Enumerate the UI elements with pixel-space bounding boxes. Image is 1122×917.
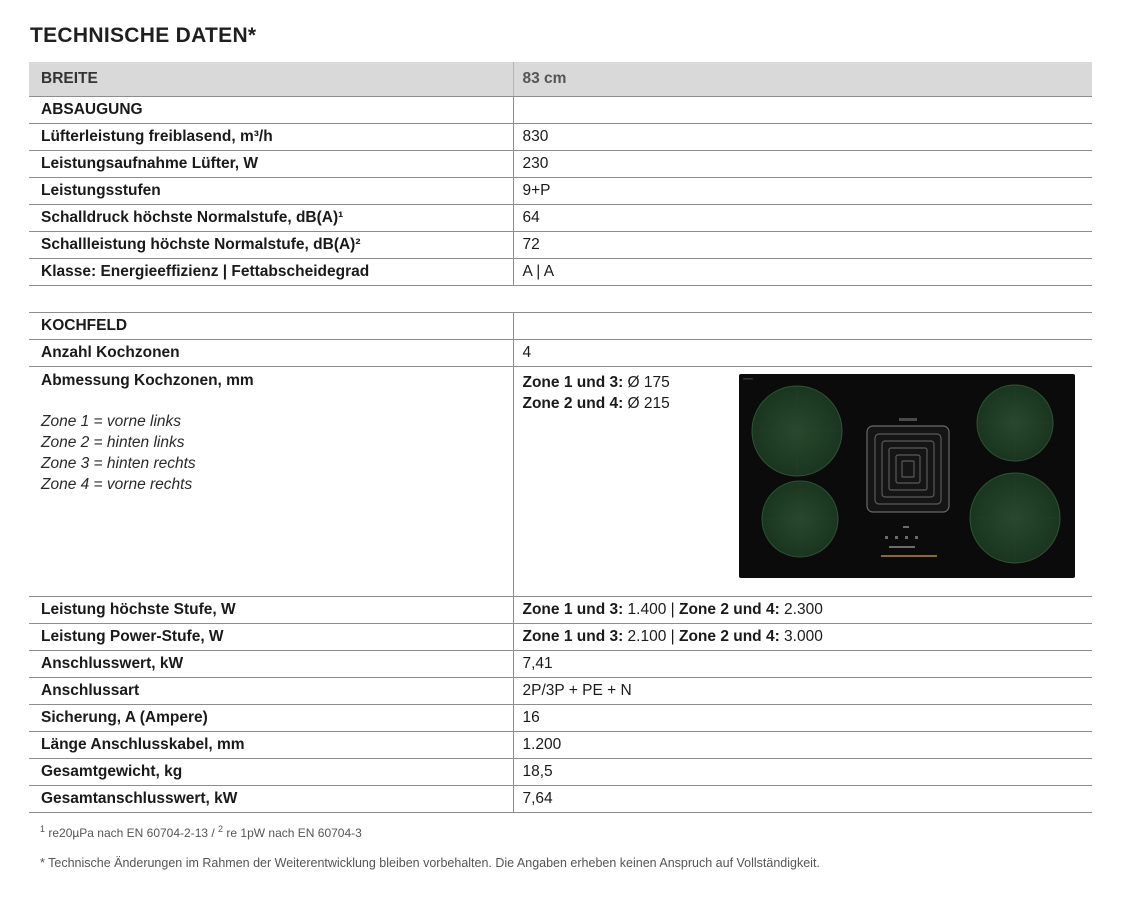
row-value: 1.200 (513, 732, 1092, 759)
spec-table (29, 62, 1092, 813)
zone-legend-item: Zone 1 = vorne links (41, 413, 182, 430)
row-value: A | A (513, 259, 1092, 286)
row-value: 9+P (513, 178, 1092, 205)
row-value: 830 (513, 124, 1092, 151)
row-label: Gesamtgewicht, kg (29, 759, 513, 786)
table-row (29, 151, 1092, 178)
row-value: Zone 1 und 3: 2.100 | Zone 2 und 4: 3.000 (513, 624, 1092, 651)
table-row (29, 786, 1092, 813)
table-row (29, 124, 1092, 151)
row-label: Anschlussart (29, 678, 513, 705)
footnote-disclaimer: * Technische Änderungen im Rahmen der Weiterentwicklung bleiben vorbehalten. Die Angaben erheben keinen Anspruch auf Vollständigkeit. (40, 856, 820, 870)
row-value: Zone 1 und 3: 1.400 | Zone 2 und 4: 2.300 (513, 597, 1092, 624)
page-title: TECHNISCHE DATEN* (30, 24, 257, 47)
table-row (29, 259, 1092, 286)
row-value: 7,64 (513, 786, 1092, 813)
row-label: Abmessung Kochzonen, mm (41, 372, 254, 389)
zone-legend-item: Zone 4 = vorne rechts (41, 476, 193, 493)
section-heading-kochfeld: KOCHFELD (29, 313, 513, 340)
row-value: 16 (513, 705, 1092, 732)
header-value: 83 cm (513, 62, 1092, 97)
table-row (29, 597, 1092, 624)
empty-cell (513, 97, 1092, 124)
section-heading-absaugung: ABSAUGUNG (29, 97, 513, 124)
zone-key: Zone 1 und 3: (522, 374, 624, 391)
header-label: BREITE (29, 62, 513, 97)
zone-legend-item: Zone 2 = hinten links (41, 434, 185, 451)
row-value: 72 (513, 232, 1092, 259)
row-label: Anzahl Kochzonen (29, 340, 513, 367)
table-row (29, 678, 1092, 705)
spacer-row (29, 286, 1092, 313)
row-label: Leistung höchste Stufe, W (29, 597, 513, 624)
zone-value: Ø 215 (623, 395, 670, 412)
table-row (29, 705, 1092, 732)
row-value: 7,41 (513, 651, 1092, 678)
row-label: Leistung Power-Stufe, W (29, 624, 513, 651)
row-label: Leistungsstufen (29, 178, 513, 205)
row-label: Gesamtanschlusswert, kW (29, 786, 513, 813)
section-heading-row (29, 313, 1092, 340)
induction-hob-image (739, 374, 1075, 578)
section-heading-row (29, 97, 1092, 124)
table-row (29, 732, 1092, 759)
footnote-measurement: $^1$ re20µPa nach EN 60704-2-13 / $^2$ re 1pW nach EN 60704-3 (40, 824, 362, 840)
empty-cell (513, 313, 1092, 340)
row-value: 64 (513, 205, 1092, 232)
row-label: Klasse: Energieeffizienz | Fettabscheidegrad (29, 259, 513, 286)
brand-logo-mark (899, 418, 917, 421)
table-header-row (29, 62, 1092, 97)
row-value: 2P/3P + PE + N (513, 678, 1092, 705)
zone-legend (41, 411, 513, 495)
table-row (29, 178, 1092, 205)
row-label: Schalldruck höchste Normalstufe, dB(A)¹ (29, 205, 513, 232)
row-value: 18,5 (513, 759, 1092, 786)
row-label: Anschlusswert, kW (29, 651, 513, 678)
downdraft-vent-grille (867, 426, 949, 512)
table-row (29, 624, 1092, 651)
table-row (29, 205, 1092, 232)
table-row (29, 232, 1092, 259)
table-row (29, 759, 1092, 786)
row-label: Leistungsaufnahme Lüfter, W (29, 151, 513, 178)
row-label: Lüfterleistung freiblasend, m³/h (29, 124, 513, 151)
row-label: Länge Anschlusskabel, mm (29, 732, 513, 759)
row-value: 230 (513, 151, 1092, 178)
row-label: Sicherung, A (Ampere) (29, 705, 513, 732)
row-value: 4 (513, 340, 1092, 367)
zone-legend-item: Zone 3 = hinten rechts (41, 455, 196, 472)
row-label: Schallleistung höchste Normalstufe, dB(A)² (29, 232, 513, 259)
table-row-dimensions (29, 367, 1092, 597)
table-row (29, 340, 1092, 367)
zone-value: Ø 175 (623, 374, 670, 391)
table-row (29, 651, 1092, 678)
zone-key: Zone 2 und 4: (522, 395, 624, 412)
